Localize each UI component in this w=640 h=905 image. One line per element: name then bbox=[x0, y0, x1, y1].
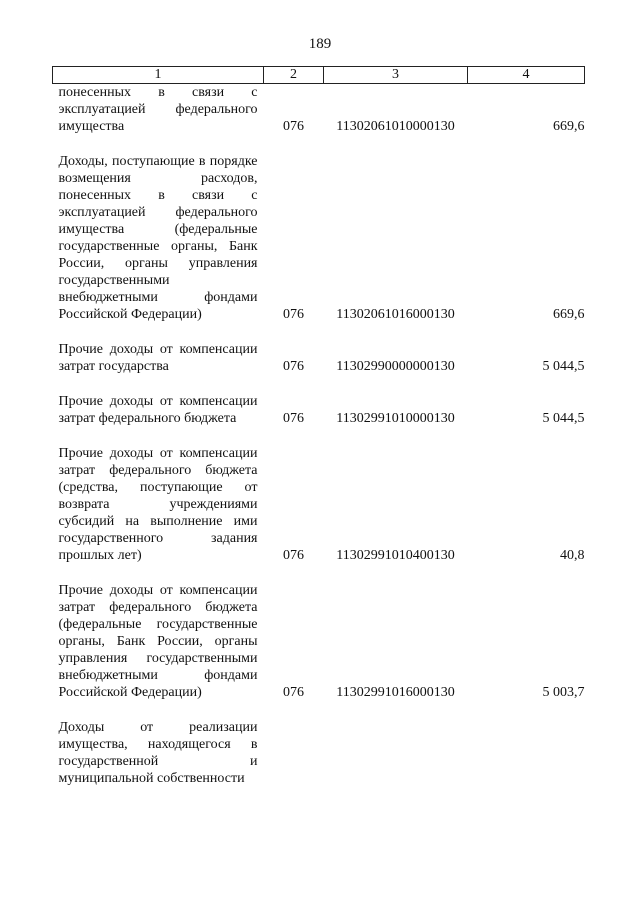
row-classification-code: 11302991016000130 bbox=[336, 685, 455, 700]
row-admin-code: 076 bbox=[283, 119, 304, 134]
row-description: понесенных в связи с эксплуатацией федерального имущества bbox=[58, 85, 258, 134]
row-description: Прочие доходы от компенсации затрат федерального бюджета bbox=[58, 394, 258, 426]
row-amount: 5 044,5 bbox=[542, 359, 585, 374]
row-admin-code: 076 bbox=[283, 307, 304, 322]
page-number: 189 bbox=[308, 36, 332, 52]
table-row bbox=[53, 323, 585, 375]
row-description: Доходы от реализации имущества, находящегося в государственной и муниципальной собственности bbox=[58, 720, 258, 786]
row-amount: 5 003,7 bbox=[542, 685, 585, 700]
table-row bbox=[53, 427, 585, 564]
row-amount: 40,8 bbox=[560, 548, 585, 563]
row-classification-code: 11302990000000130 bbox=[336, 359, 455, 374]
table-row bbox=[53, 135, 585, 323]
row-classification-code bbox=[324, 701, 468, 787]
row-description: Прочие доходы от компенсации затрат государства bbox=[58, 342, 258, 374]
row-admin-code: 076 bbox=[283, 411, 304, 426]
row-admin-code: 076 bbox=[283, 359, 304, 374]
table-row bbox=[53, 564, 585, 701]
row-classification-code: 11302061016000130 bbox=[336, 307, 455, 322]
row-amount bbox=[468, 701, 585, 787]
table-row bbox=[53, 375, 585, 427]
table-row bbox=[53, 84, 585, 136]
row-admin-code bbox=[264, 701, 324, 787]
table-header bbox=[53, 67, 585, 84]
row-description: Прочие доходы от компенсации затрат федерального бюджета (средства, поступающие от возврата учреждениями субсидий на выполнение ими государственного задания прошлых лет) bbox=[58, 446, 258, 563]
table-body bbox=[53, 84, 585, 788]
revenue-table bbox=[52, 66, 585, 787]
header-row bbox=[53, 67, 585, 84]
header-col-1: 1 bbox=[53, 67, 264, 84]
row-admin-code: 076 bbox=[283, 548, 304, 563]
header-col-3: 3 bbox=[324, 67, 468, 84]
revenue-table-container bbox=[52, 66, 584, 787]
row-amount: 669,6 bbox=[553, 307, 585, 322]
row-admin-code: 076 bbox=[283, 685, 304, 700]
row-description: Прочие доходы от компенсации затрат федерального бюджета (федеральные государственные органы, Банк России, органы управления государственными внебюджетными фондами Российской Федерации) bbox=[58, 583, 258, 700]
row-classification-code: 11302991010000130 bbox=[336, 411, 455, 426]
table-row bbox=[53, 701, 585, 787]
header-col-2: 2 bbox=[264, 67, 324, 84]
header-col-4: 4 bbox=[468, 67, 585, 84]
row-amount: 5 044,5 bbox=[542, 411, 585, 426]
row-classification-code: 11302991010400130 bbox=[336, 548, 455, 563]
row-classification-code: 11302061010000130 bbox=[336, 119, 455, 134]
row-amount: 669,6 bbox=[553, 119, 585, 134]
row-description: Доходы, поступающие в порядке возмещения расходов, понесенных в связи с эксплуатацией федерального имущества (федеральные государственные органы, Банк России, органы управления государственными внебюджетными фондами Российской Федерации) bbox=[58, 154, 258, 322]
